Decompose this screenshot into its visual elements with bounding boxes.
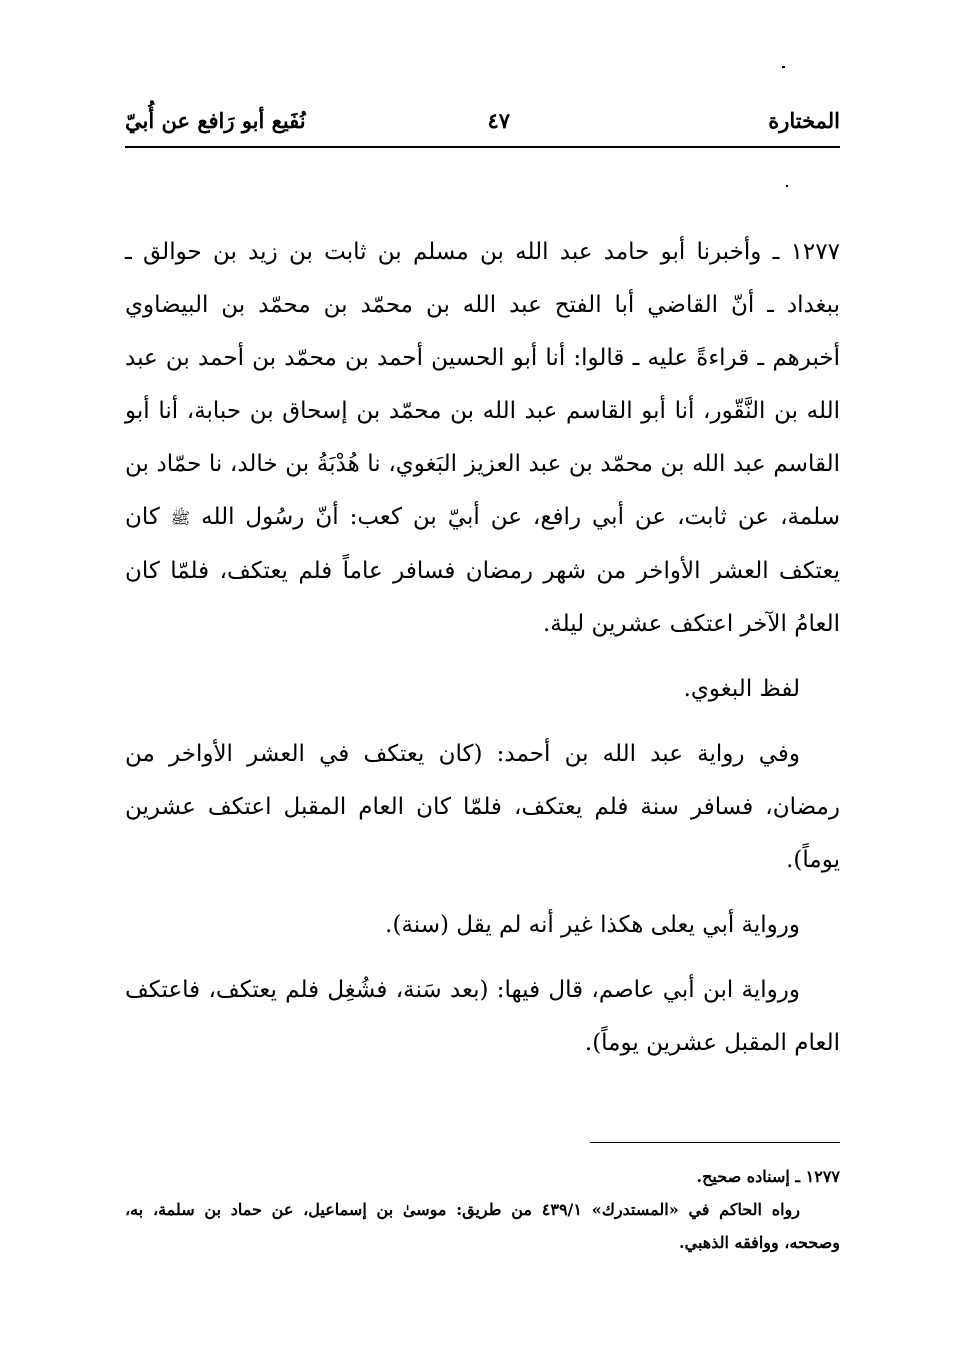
- variant-narration: وفي رواية عبد الله بن أحمد: (كان يعتكف في العشر الأواخر من رمضان، فسافر سنة فلم يعتكف، فلمّا كان العام المقبل اعتكف عشرين يوماً).: [125, 740, 840, 873]
- hadith-paragraph: [125, 226, 840, 651]
- footnotes: [125, 1160, 840, 1259]
- page-number: ٤٧: [487, 108, 510, 133]
- print-mark: [782, 66, 785, 68]
- footnote-divider: [590, 1142, 840, 1143]
- page-header: [125, 102, 840, 142]
- print-mark: [786, 185, 788, 187]
- variant-narration: ورواية أبي يعلى هكذا غير أنه لم يقل (سنة).: [385, 911, 800, 938]
- hadith-text-tail: كان يعتكف العشر الأواخر من شهر رمضان فسافر عاماً فلم يعتكف، فلمّا كان العامُ الآخر اعتكف عشرين ليلة.: [125, 504, 840, 637]
- footnote-body: رواه الحاكم في «المستدرك» ٤٣٩/١ من طريق: موسىٰ بن إسماعيل، عن حماد بن سلمة، به، وصححه، ووافقه الذهبي.: [125, 1200, 840, 1252]
- salawat-symbol: ﷺ: [170, 508, 191, 528]
- wording-note: لفظ البغوي.: [683, 675, 800, 702]
- hadith-text: ١٢٧٧ ـ وأخبرنا أبو حامد عبد الله بن مسلم بن ثابت بن زيد بن حوالق ـ ببغداد ـ أنّ القاضي أبا الفتح عبد الله بن محمّد بن محمّد بن البيضاوي أخبرهم ـ قراءةً عليه ـ قالوا: أنا أبو الحسين أحمد بن محمّد بن أحمد بن عبد الله بن النَّقّور، أنا أبو القاسم عبد الله بن محمّد بن إسحاق بن حبابة، أنا أبو القاسم عبد الله بن محمّد بن عبد العزيز البَغوي، نا هُدْبَةُ بن خالد، نا حمّاد بن سلمة، عن ثابت، عن أبي رافع، عن أبيّ بن كعب: أنّ رسُول الله: [125, 239, 841, 530]
- footnote-heading: ١٢٧٧ ـ إسناده صحيح.: [696, 1167, 840, 1186]
- chapter-title: نُفَيع أبو رَافع عن أُبيّ: [125, 108, 306, 133]
- header-divider: [125, 146, 840, 148]
- main-text: [125, 226, 840, 1070]
- book-title: المختارة: [768, 108, 840, 133]
- variant-narration: ورواية ابن أبي عاصم، قال فيها: (بعد سَنة، فشُغِل فلم يعتكف، فاعتكف العام المقبل عشرين يوماً).: [125, 976, 840, 1056]
